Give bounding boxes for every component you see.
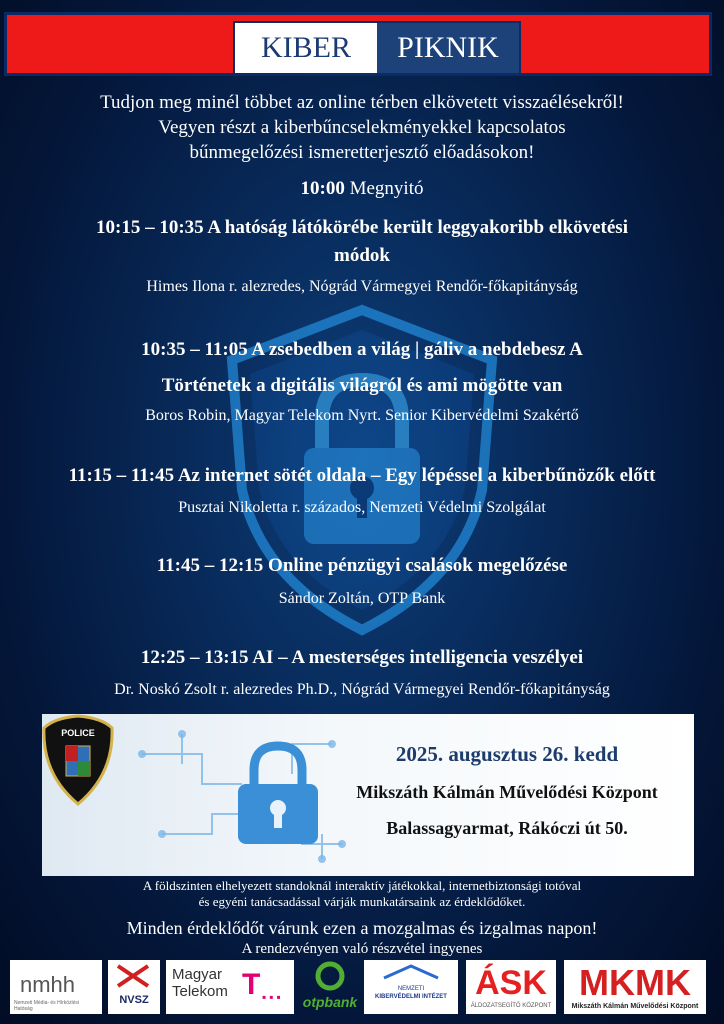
program-note bbox=[0, 878, 724, 910]
intro-text bbox=[0, 90, 724, 165]
talk-title bbox=[0, 214, 724, 270]
telekom-line: Magyar bbox=[172, 966, 223, 983]
opening bbox=[0, 178, 724, 200]
logo-otp bbox=[302, 960, 358, 1014]
talk-title: 11:15 – 11:45 Az internet sötét oldala – Egy lépéssel a kiberbűnözők előtt bbox=[68, 465, 656, 486]
nmhh-subtitle: Nemzeti Média- és Hírközlési Hatóság bbox=[14, 1000, 80, 1012]
note-line: és egyéni tanácsadással várják munkatársaink az érdeklődőket. bbox=[198, 894, 526, 909]
sponsor-logos bbox=[10, 960, 710, 1016]
intro-line: Tudjon meg minél többet az online térben elkövetett visszaélésekről! bbox=[100, 92, 624, 113]
otp-leaf-icon bbox=[302, 960, 358, 994]
talk-speaker: Boros Robin, Magyar Telekom Nyrt. Senior Kibervédelmi Szakértő bbox=[145, 407, 579, 424]
note-line: A földszinten elhelyezett standoknál interaktív játékokkal, internetbiztonsági totóval bbox=[142, 878, 582, 893]
police-badge-icon bbox=[42, 714, 114, 806]
nvsz-emblem-icon bbox=[108, 960, 160, 992]
nvsz-wordmark: NVSZ bbox=[119, 994, 149, 1006]
talk-title: 11:45 – 12:15 Online pénzügyi csalások megelőzése bbox=[156, 555, 568, 576]
talk-speaker: Pusztai Nikoletta r. százados, Nemzeti Védelmi Szolgálat bbox=[178, 499, 546, 516]
nvi-line: NEMZETI bbox=[397, 986, 425, 992]
logo-nmhh bbox=[10, 960, 102, 1014]
title-kiber: KIBER bbox=[235, 23, 377, 73]
talk-title-line: 10:15 – 10:35 A hatóság látókörébe került leggyakoribb elkövetési bbox=[96, 217, 628, 238]
otp-wordmark: otpbank bbox=[302, 994, 358, 1010]
opening-label: Megnyitó bbox=[349, 178, 424, 199]
closing-invitation: Minden érdeklődőt várunk ezen a mozgalmas és izgalmas napon! bbox=[126, 918, 598, 938]
event-venue: Mikszáth Kálmán Művelődési Központ bbox=[356, 782, 658, 802]
logo-nvi bbox=[364, 960, 458, 1014]
ask-wordmark: ÁSK bbox=[475, 964, 547, 1002]
talk-title-line: Történetek a digitális világról és ami mögötte van bbox=[161, 375, 563, 396]
nvi-circuit-icon bbox=[364, 960, 458, 986]
mkmk-wordmark: MKMK bbox=[579, 962, 691, 1003]
mkmk-subtitle: Mikszáth Kálmán Művelődési Központ bbox=[571, 1003, 699, 1010]
talk-speaker: Dr. Noskó Zsolt r. alezredes Ph.D., Nógrád Vármegyei Rendőr-főkapitányság bbox=[114, 681, 610, 698]
telekom-line: Telekom bbox=[172, 983, 228, 1000]
intro-line: bűnmegelőzési ismeretterjesztő előadásokon! bbox=[189, 142, 535, 163]
logo-nvsz bbox=[108, 960, 160, 1014]
nmhh-wordmark: nmhh bbox=[20, 972, 76, 997]
title-piknik: PIKNIK bbox=[377, 23, 519, 73]
event-title bbox=[233, 21, 521, 75]
event-details bbox=[42, 714, 694, 876]
event-date: 2025. augusztus 26. kedd bbox=[395, 742, 619, 766]
intro-line: Vegyen részt a kiberbűncselekményekkel kapcsolatos bbox=[158, 117, 566, 138]
talk-title-line: módok bbox=[334, 245, 390, 266]
free-entry-note: A rendezvényen való részvétel ingyenes bbox=[241, 941, 483, 957]
opening-time: 10:00 bbox=[300, 178, 345, 199]
logo-magyar-telekom: Magyar Telekom T ▪▪▪ bbox=[166, 960, 294, 1014]
nvi-line: KIBERVÉDELMI INTÉZET bbox=[375, 994, 447, 1000]
logo-mkmk bbox=[564, 960, 706, 1014]
talk-speaker: Himes Ilona r. alezredes, Nógrád Vármegyei Rendőr-főkapitányság bbox=[146, 278, 578, 295]
ask-subtitle: ÁLDOZATSEGÍTŐ KÖZPONT bbox=[470, 1003, 552, 1009]
talk-speaker: Sándor Zoltán, OTP Bank bbox=[278, 590, 446, 607]
event-address: Balassagyarmat, Rákóczi út 50. bbox=[386, 818, 628, 838]
telekom-t-icon: T bbox=[242, 968, 261, 1001]
talk-title-line: 10:35 – 11:05 A zsebedben a világ | gáliv a nebdebesz A bbox=[141, 339, 583, 360]
badge-label: POLICE bbox=[61, 728, 95, 738]
header-band bbox=[4, 12, 712, 76]
talk-title: 12:25 – 13:15 AI – A mesterséges intelligencia veszélyei bbox=[140, 647, 584, 668]
talk-title bbox=[0, 332, 724, 404]
logo-ask bbox=[466, 960, 556, 1014]
